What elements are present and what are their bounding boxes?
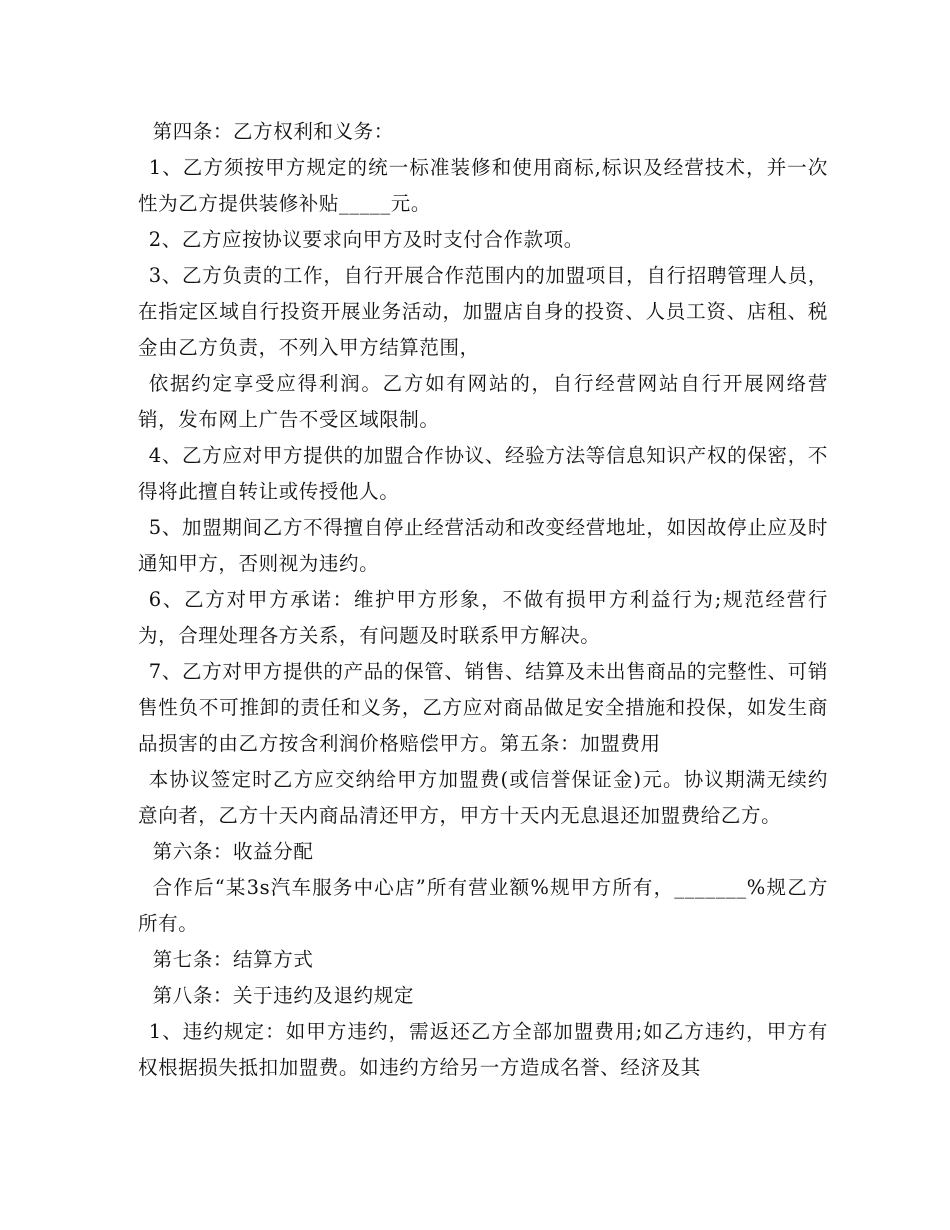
article-6-body: 合作后“某3s汽车服务中心店”所有营业额%规甲方所有，_______%规乙方所有。 [138, 876, 828, 935]
document-body [138, 114, 828, 1086]
article-8-clause-1: 1、违约规定：如甲方违约，需返还乙方全部加盟费用;如乙方违约，甲方有权根据损失抵扣加盟费。如违约方给另一方造成名誉、经济及其 [138, 1020, 828, 1079]
article-4-heading: 第四条：乙方权利和义务： [152, 120, 394, 143]
article-4-clause-5: 5、加盟期间乙方不得擅自停止经营活动和改变经营地址，如因故停止应及时通知甲方，否则视为违约。 [138, 516, 828, 575]
article-5-body: 本协议签定时乙方应交纳给甲方加盟费(或信誉保证金)元。协议期满无续约意向者，乙方十天内商品清还甲方，甲方十天内无息退还加盟费给乙方。 [138, 768, 828, 827]
article-6-heading: 第六条：收益分配 [152, 840, 314, 863]
article-4-clause-6: 6、乙方对甲方承诺：维护甲方形象，不做有损甲方利益行为;规范经营行为，合理处理各方关系，有问题及时联系甲方解决。 [138, 588, 828, 647]
article-4-clause-3: 3、乙方负责的工作，自行开展合作范围内的加盟项目，自行招聘管理人员，在指定区域自行投资开展业务活动，加盟店自身的投资、人员工资、店租、税金由乙方负责，不列入甲方结算范围， [138, 264, 828, 359]
article-4-clause-1: 1、乙方须按甲方规定的统一标准装修和使用商标,标识及经营技术，并一次性为乙方提供装修补贴_____元。 [138, 156, 828, 215]
article-4-clause-3-continued: 依据约定享受应得利润。乙方如有网站的，自行经营网站自行开展网络营销，发布网上广告不受区域限制。 [138, 372, 828, 431]
article-7-heading: 第七条：结算方式 [152, 948, 314, 971]
article-4-clause-2: 2、乙方应按协议要求向甲方及时支付合作款项。 [148, 228, 584, 251]
article-4-clause-7: 7、乙方对甲方提供的产品的保管、销售、结算及未出售商品的完整性、可销售性负不可推卸的责任和义务，乙方应对商品做足安全措施和投保，如发生商品损害的由乙方按含利润价格赔偿甲方。第五条：加盟费用 [138, 660, 828, 755]
article-4-clause-4: 4、乙方应对甲方提供的加盟合作协议、经验方法等信息知识产权的保密，不得将此擅自转让或传授他人。 [138, 444, 828, 503]
article-8-heading: 第八条：关于违约及退约规定 [152, 984, 414, 1007]
